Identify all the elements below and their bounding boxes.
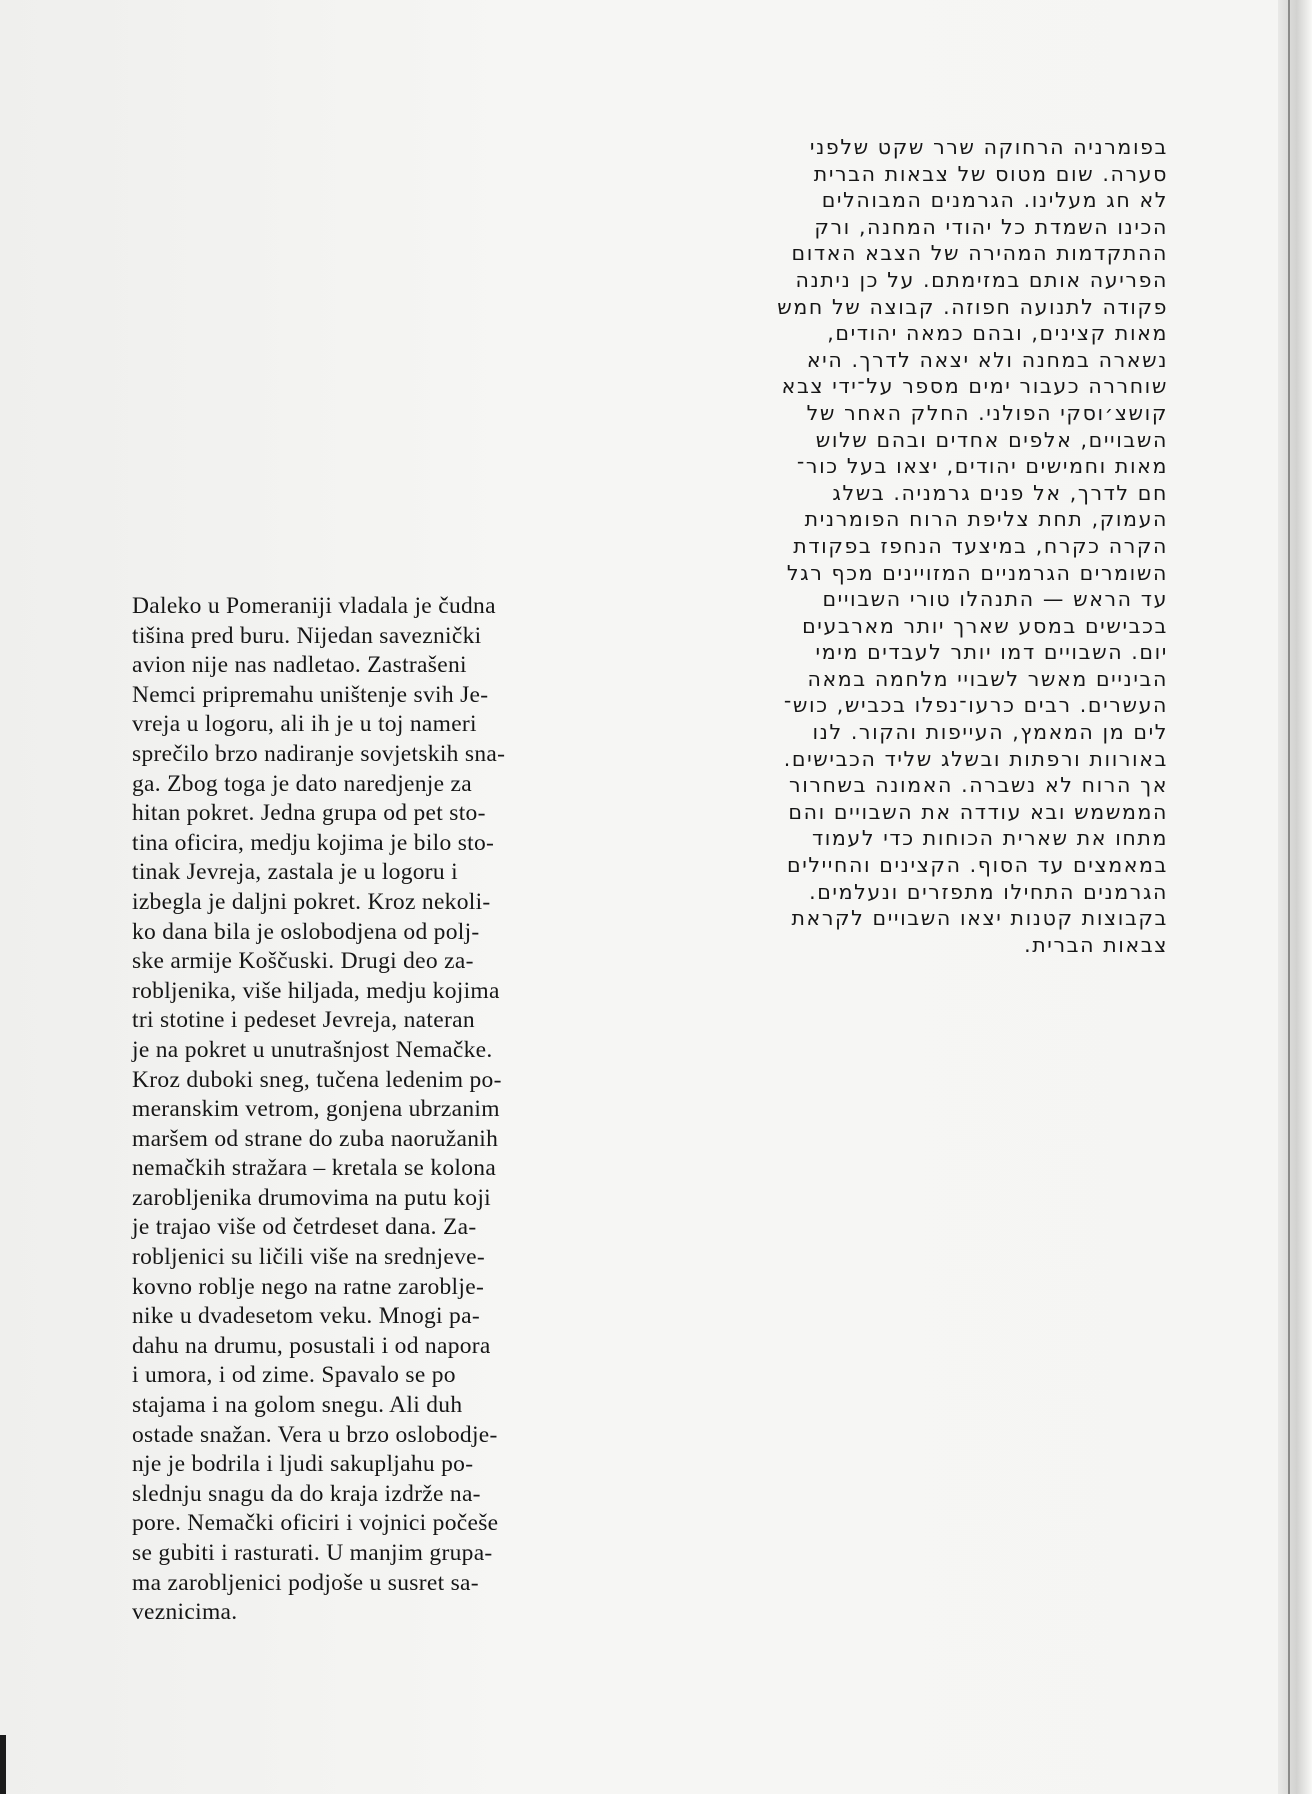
- binding-edge: [1278, 0, 1312, 1794]
- hebrew-text-column: בפומרניה הרחוקה שרר שקט שלפני סערה. שום מטוס של צבאות הברית לא חג מעלינו. הגרמנים המבוהלים הכינו השמדת כל יהודי המחנה, ורק ההתקדמות המהירה של הצבא האדום הפריעה אותם במזימתם. על כן ניתנה פקודה לתנועה חפוזה. קבוצה של חמש מאות קצינים, ובהם כמאה יהודים, נשארה במחנה ולא יצאה לדרך. היא שוחררה כעבור ימים מספר על־ידי צבא קושצ׳וסקי הפולני. החלק האחר של השבויים, אלפים אחדים ובהם שלוש מאות וחמישים יהודים, יצאו בעל כור־ חם לדרך, אל פנים גרמניה. בשלג העמוק, תחת צליפת הרוח הפומרנית הקרה כקרח, במיצעד הנחפז בפקודת השומרים הגרמניים המזויינים מכף רגל עד הראש — התנהלו טורי השבויים בכבישים במסע שארך יותר מארבעים יום. השבויים דמו יותר לעבדים מימי הביניים מאשר לשבויי מלחמה במאה העשרים. רבים כרעו־נפלו בכביש, כוש־ לים מן המאמץ, העייפות והקור. לנו באורוות ורפתות ובשלג שליד הכבישים. אך הרוח לא נשברה. האמונה בשחרור הממשמש ובא עודדה את השבויים והם מתחו את שארית הכוחות כדי לעמוד במאמצים עד הסוף. הקצינים והחיילים הגרמנים התחילו מתפזרים ונעלמים. בקבוצות קטנות יצאו השבויים לקראת צבאות הברית.: [777, 135, 1168, 957]
- serbian-text-column: Daleko u Pomeraniji vladala je čudna tišina pred buru. Nijedan saveznički avion nije nas nadletao. Zastrašeni Nemci pripremahu uništenje svih Je- vreja u logoru, ali ih je u toj nameri sprečilo brzo nadiranje sovjetskih sna- ga. Zbog toga je dato naredjenje za hitan pokret. Jedna grupa od pet sto- tina oficira, medju kojima je bilo sto- tinak Jevreja, zastala je u logoru i izbegla je daljni pokret. Kroz nekoli- ko dana bila je oslobodjena od polj- ske armije Koščuski. Drugi deo za- robljenika, više hiljada, medju kojima tri stotine i pedeset Jevreja, nateran je na pokret u unutrašnjost Nemačke. Kroz duboki sneg, tučena ledenim po- meranskim vetrom, gonjena ubrzanim maršem od strane do zuba naoružanih nemačkih stražara – kretala se kolona zarobljenika drumovima na putu koji je trajao više od četrdeset dana. Za- robljenici su ličili više na srednjeve- kovno roblje nego na ratne zarobljе- nike u dvadesetom veku. Mnogi pa- dahu na drumu, posustali i od napora i umora, i od zime. Spavalo se po stajama i na golom snegu. Ali duh ostade snažan. Vera u brzo oslobodje- nje je bodrila i ljudi sakupljahu po- slednju snagu da do kraja izdrže na- pore. Nemački oficiri i vojnici počeše se gubiti i rasturati. U manjim grupa- ma zarobljenici podjoše u susret sa- veznicima.: [132, 593, 506, 1626]
- faint-handwritten-note: [112, 74, 352, 114]
- binding-line: [1288, 0, 1290, 1794]
- scan-mark: [0, 1735, 6, 1794]
